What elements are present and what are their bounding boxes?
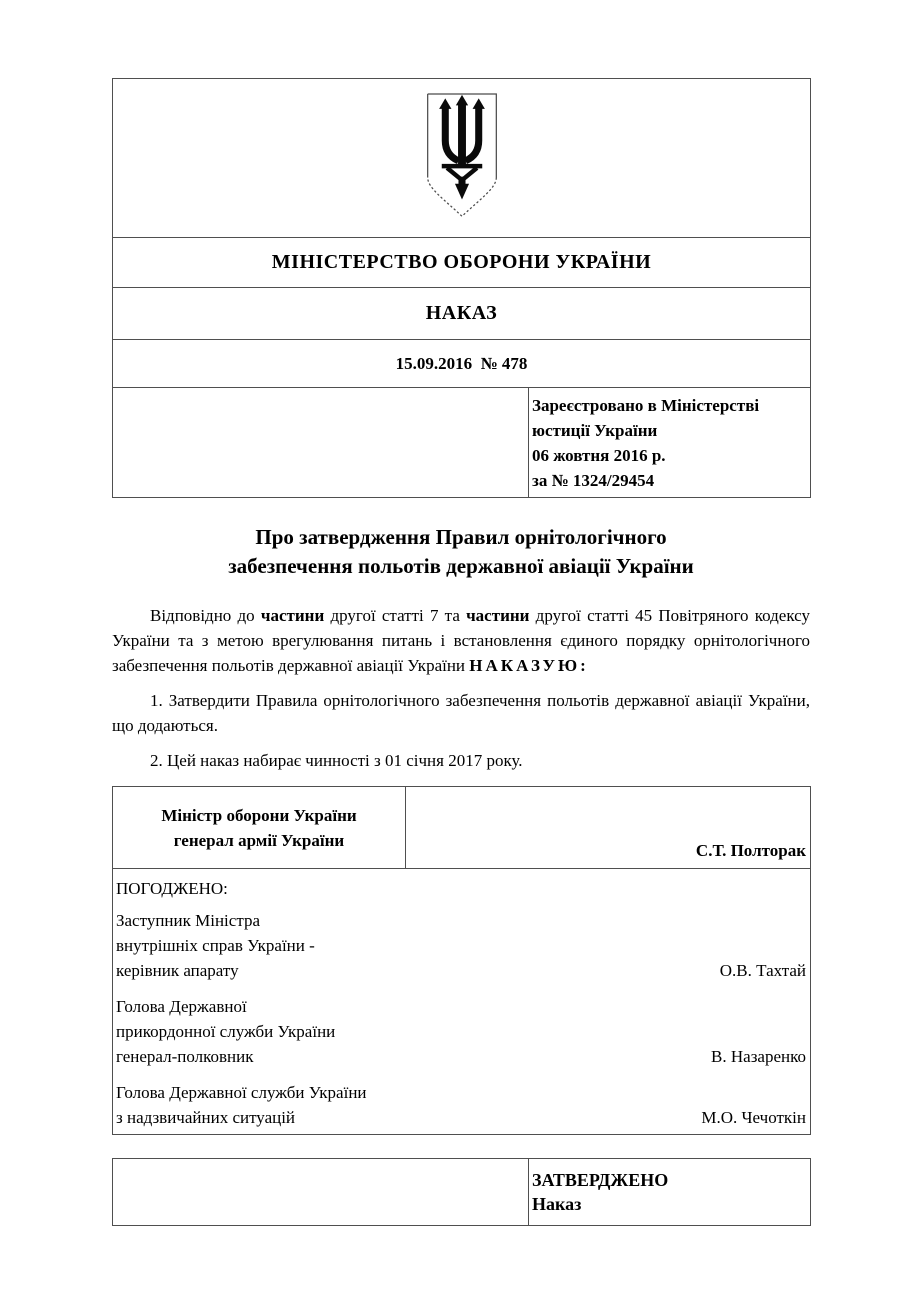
approved-label: ЗАТВЕРДЖЕНО (532, 1170, 669, 1190)
agreed-table (112, 868, 811, 1135)
signatory-position-line: генерал-полковник (116, 1047, 254, 1066)
order-type-label: НАКАЗ (113, 288, 811, 340)
order-verb: НАКАЗУЮ: (469, 656, 589, 675)
signatory-position-line: Голова Державної (116, 997, 247, 1016)
signatory-position (113, 906, 529, 992)
intro-segment-link: частини (466, 606, 530, 625)
registration-line-2: 06 жовтня 2016 р. (532, 445, 666, 465)
signature-table (112, 786, 811, 869)
signatory-position-line: Заступник Міністра (116, 911, 261, 930)
intro-segment: другої статті 45 Повітряного кодексу України та з метою врегулювання питань і встановлення єдиного порядку орнітологічного забезпечення польотів державної авіації України (112, 606, 810, 675)
registration-line-3: за № 1324/29454 (532, 470, 655, 490)
agreed-entry-row (113, 906, 811, 992)
minister-position-line-2: генерал армії України (173, 830, 345, 850)
signatory-name: О.В. Тахтай (719, 961, 806, 980)
minister-name: С.Т. Полторак (406, 787, 811, 869)
intro-segment: Відповідно до (150, 606, 261, 625)
signatory-position-line: Голова Державної служби України (116, 1083, 367, 1102)
minister-position-line-1: Міністр оборони України (161, 805, 357, 825)
signatory-position-line: внутрішніх справ України - (116, 936, 315, 955)
minister-position-cell (113, 787, 406, 869)
order-item-1: 1. Затвердити Правила орнітологічного забезпечення польотів державної авіації України, що додаються. (112, 691, 810, 735)
emblem-cell (113, 79, 811, 238)
intro-segment-link: частини (260, 606, 325, 625)
signatory-name: М.О. Чечоткін (701, 1108, 806, 1127)
ukraine-trident-icon (418, 92, 506, 220)
agreed-entry-row (113, 992, 811, 1078)
approved-cell (529, 1159, 811, 1226)
signatory-name: В. Назаренко (711, 1047, 806, 1066)
intro-paragraph (112, 603, 810, 678)
signatory-position (113, 1078, 529, 1135)
approved-empty-cell (113, 1159, 529, 1226)
registration-cell (529, 388, 811, 498)
approved-order-label: Наказ (532, 1194, 582, 1214)
agreed-label: ПОГОДЖЕНО: (116, 879, 228, 898)
ministry-name: МІНІСТЕРСТВО ОБОРОНИ УКРАЇНИ (113, 238, 811, 288)
intro-segment: другої статті 7 та (324, 606, 467, 625)
agreed-header-empty (529, 869, 811, 907)
registration-line-1: Зареєстровано в Міністерстві юстиції України (532, 395, 760, 440)
document-title-line-2: забезпечення польотів державної авіації України (228, 554, 694, 578)
header-table (112, 78, 811, 498)
approved-table (112, 1158, 811, 1226)
signatory-position (113, 992, 529, 1078)
document-title (112, 523, 810, 581)
signatory-position-line: прикордонної служби України (116, 1022, 336, 1041)
order-date-number: 15.09.2016 № 478 (113, 340, 811, 388)
agreed-entry-row (113, 1078, 811, 1135)
agreed-header-row (113, 869, 811, 907)
document-title-line-1: Про затвердження Правил орнітологічного (255, 525, 667, 549)
signatory-position-line: керівник апарату (116, 961, 239, 980)
order-item-2: 2. Цей наказ набирає чинності з 01 січня 2017 року. (150, 751, 523, 770)
signatory-position-line: з надзвичайних ситуацій (116, 1108, 296, 1127)
registration-empty-cell (113, 388, 529, 498)
